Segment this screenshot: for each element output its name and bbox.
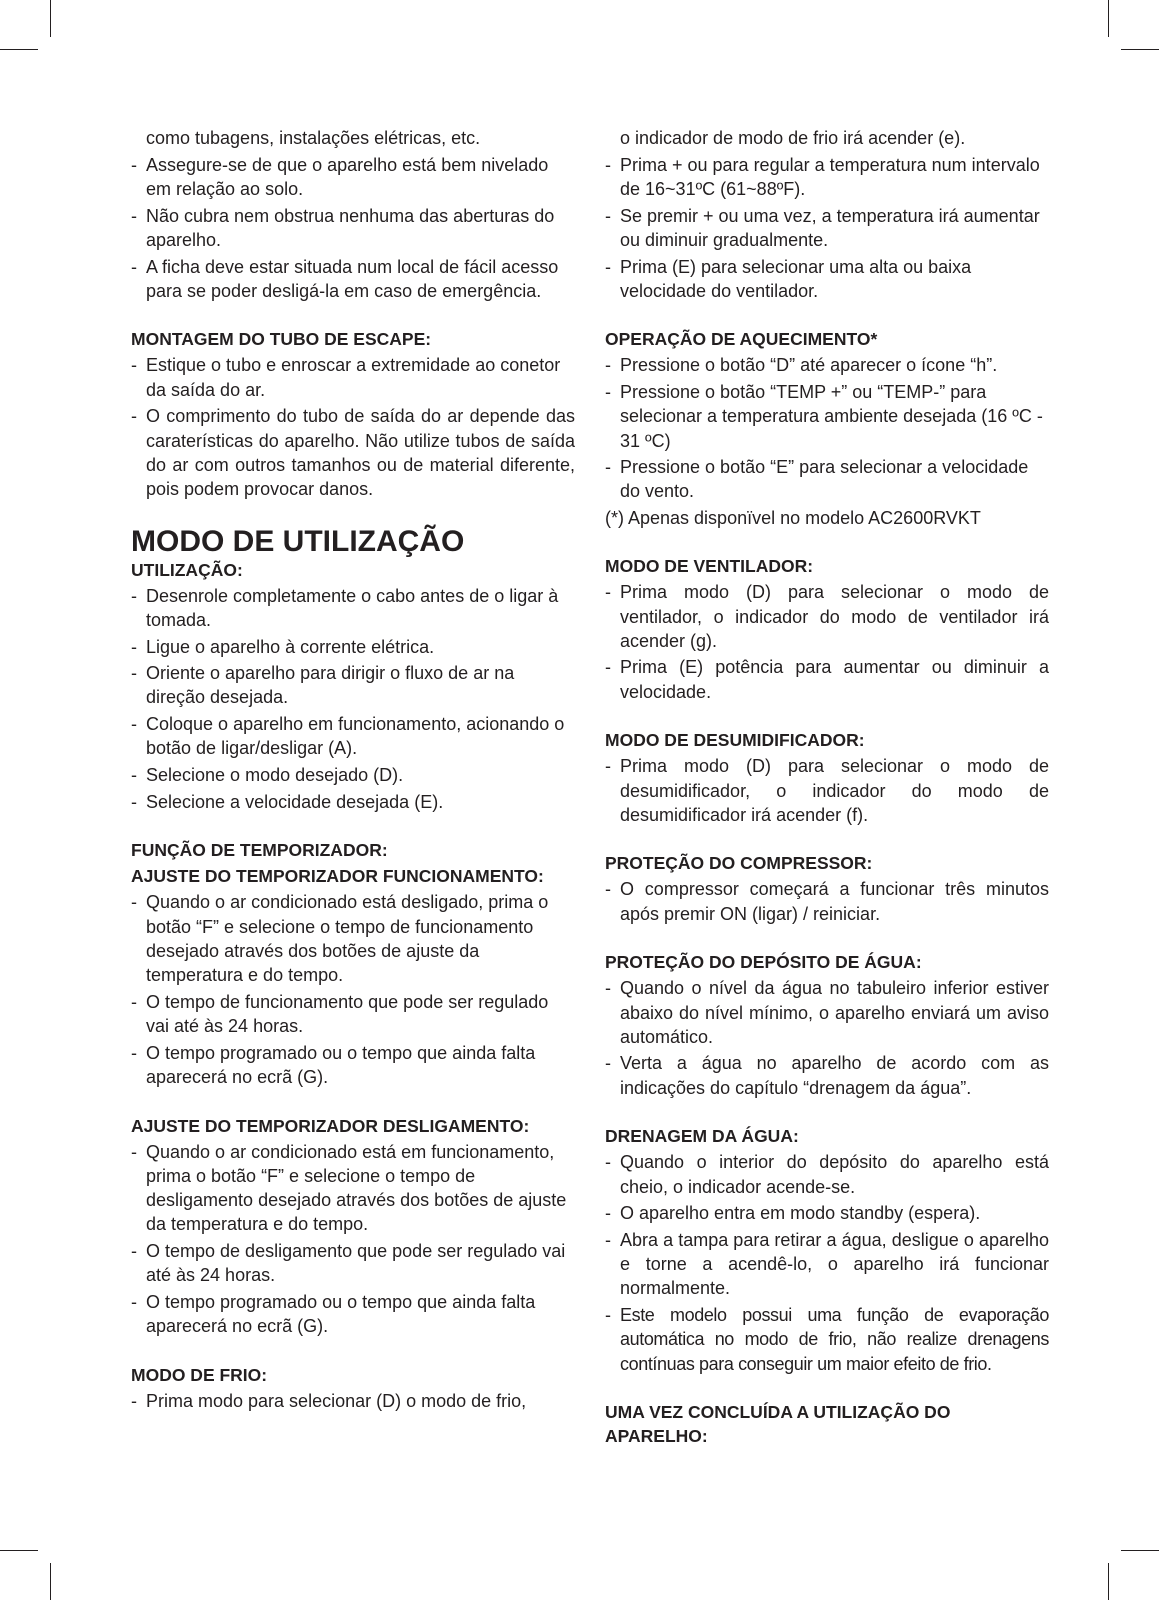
crop-mark — [0, 1550, 38, 1551]
list-item: - Desenrole completamente o cabo antes de o ligar à tomada. — [131, 585, 559, 630]
list-item: - Ligue o aparelho à corrente elétrica. — [131, 636, 435, 657]
list-item: - Quando o nível da água no tabuleiro inferior estiver abaixo do nível mínimo, o aparelho enviará um aviso automático. — [605, 978, 1049, 1047]
list-item: - Verta a água no aparelho de acordo com as indicações do capítulo “drenagem da água”. — [605, 1053, 1049, 1098]
list-item: - Estique o tubo e enroscar a extremidade ao conetor da saída do ar. — [131, 355, 561, 400]
list-item: - Quando o ar condicionado está em funcionamento, prima o botão “F” e selecione o tempo de desligamento desejado através dos botões de ajuste da temperatura e do tempo. — [131, 1141, 567, 1235]
crop-mark — [1108, 1563, 1109, 1600]
list-item: - O tempo de desligamento que pode ser regulado vai até às 24 horas. — [131, 1240, 566, 1286]
crop-mark — [50, 0, 51, 37]
list-item: - Pressione o botão “D” até aparecer o ícone “h”. — [605, 355, 998, 376]
section-heading-temporizador: FUNÇÃO DE TEMPORIZADOR: — [131, 840, 388, 861]
list-item: - Selecione o modo desejado (D). — [131, 765, 404, 786]
section-heading-compressor: PROTEÇÃO DO COMPRESSOR: — [605, 853, 873, 874]
list-item: - Prima modo para selecionar (D) o modo de frio, — [131, 1390, 527, 1411]
list-item: - Prima (E) potência para aumentar ou diminuir a velocidade. — [605, 657, 1049, 702]
list-item: - O comprimento do tubo de saída do ar depende das caraterísticas do aparelho. Não utilize tubos de saída do ar com outros tamanhos ou de material diferente, pois podem provocar danos. — [131, 406, 575, 499]
continued-text: como tubagens, instalações elétricas, etc. — [146, 128, 481, 148]
list-item: - Pressione o botão “E” para selecionar a velocidade do vento. — [605, 457, 1029, 502]
section-heading-aquecimento: OPERAÇÃO DE AQUECIMENTO* — [605, 329, 878, 350]
crop-mark — [1121, 1550, 1159, 1551]
list-item: - O compressor começará a funcionar três minutos após premir ON (ligar) / reiniciar. — [605, 879, 1049, 924]
list-item: - Não cubra nem obstrua nenhuma das aberturas do aparelho. — [131, 205, 555, 250]
left-column — [131, 126, 575, 1415]
availability-note: (*) Apenas disponïvel no modelo AC2600RVKT — [605, 508, 981, 529]
crop-mark — [50, 1563, 51, 1600]
list-item: - Pressione o botão “TEMP +” ou “TEMP-” para selecionar a temperatura ambiente desejada (16 ºC - 31 ºC) — [605, 382, 1043, 451]
section-heading-temporizador-funcionamento: AJUSTE DO TEMPORIZADOR FUNCIONAMENTO: — [131, 866, 544, 887]
crop-mark — [1121, 49, 1159, 50]
list-item: - O aparelho entra em modo standby (espera). — [605, 1203, 981, 1224]
list-item: - Coloque o aparelho em funcionamento, acionando o botão de ligar/desligar (A). — [131, 714, 565, 759]
section-heading-desumidificador: MODO DE DESUMIDIFICADOR: — [605, 730, 865, 751]
list-item: - Prima (E) para selecionar uma alta ou baixa velocidade do ventilador. — [605, 256, 972, 301]
section-heading-deposito: PROTEÇÃO DO DEPÓSITO DE ÁGUA: — [605, 952, 922, 973]
list-item: - Prima modo (D) para selecionar o modo de desumidificador, o indicador do modo de desumidificador irá acender (f). — [605, 756, 1049, 825]
list-item: - Este modelo possui uma função de evaporação automática no modo de frio, não realize drenagens contínuas para conseguir um maior efeito de frio. — [605, 1305, 1049, 1374]
list-item: - Prima modo (D) para selecionar o modo de ventilador, o indicador do modo de ventilador irá acender (g). — [605, 582, 1049, 651]
list-item: - O tempo de funcionamento que pode ser regulado vai até às 24 horas. — [131, 991, 549, 1036]
list-item: - Quando o ar condicionado está desligado, prima o botão “F” e selecione o tempo de funcionamento desejado através dos botões de ajuste da temperatura e do tempo. — [131, 892, 549, 986]
section-heading-ventilador: MODO DE VENTILADOR: — [605, 556, 814, 577]
page-title: MODO DE UTILIZAÇÃO — [131, 524, 465, 558]
list-item: - Assegure-se de que o aparelho está bem nivelado em relação ao solo. — [131, 154, 549, 199]
section-heading-concluida: UMA VEZ CONCLUÍDA A UTILIZAÇÃO DO APARELHO: — [605, 1402, 951, 1447]
section-heading-utilizacao: UTILIZAÇÃO: — [131, 559, 243, 580]
list-item: - Abra a tampa para retirar a água, desligue o aparelho e torne a acendê-lo, o aparelho irá funcionar normalmente. — [605, 1230, 1049, 1299]
list-item: - Oriente o aparelho para dirigir o fluxo de ar na direção desejada. — [131, 663, 515, 708]
list-item: - A ficha deve estar situada num local de fácil acesso para se poder desligá-la em caso de emergência. — [131, 256, 559, 301]
right-column — [605, 126, 1049, 1450]
section-heading-montagem: MONTAGEM DO TUBO DE ESCAPE: — [131, 329, 432, 350]
list-item: - O tempo programado ou o tempo que ainda falta aparecerá no ecrã (G). — [131, 1042, 536, 1087]
section-heading-desligamento: AJUSTE DO TEMPORIZADOR DESLIGAMENTO: — [131, 1115, 530, 1136]
crop-mark — [1108, 0, 1109, 37]
section-heading-drenagem: DRENAGEM DA ÁGUA: — [605, 1126, 799, 1147]
list-item: - Selecione a velocidade desejada (E). — [131, 791, 444, 812]
list-item: - Prima + ou para regular a temperatura num intervalo de 16~31ºC (61~88ºF). — [605, 154, 1040, 199]
list-item: - O tempo programado ou o tempo que ainda falta aparecerá no ecrã (G). — [131, 1291, 536, 1337]
section-heading-frio: MODO DE FRIO: — [131, 1364, 268, 1385]
list-item: - Se premir + ou uma vez, a temperatura irá aumentar ou diminuir gradualmente. — [605, 205, 1040, 250]
list-item: - Quando o interior do depósito do aparelho está cheio, o indicador acende-se. — [605, 1152, 1049, 1197]
crop-mark — [0, 49, 38, 50]
continued-text: o indicador de modo de frio irá acender (e). — [620, 128, 966, 148]
